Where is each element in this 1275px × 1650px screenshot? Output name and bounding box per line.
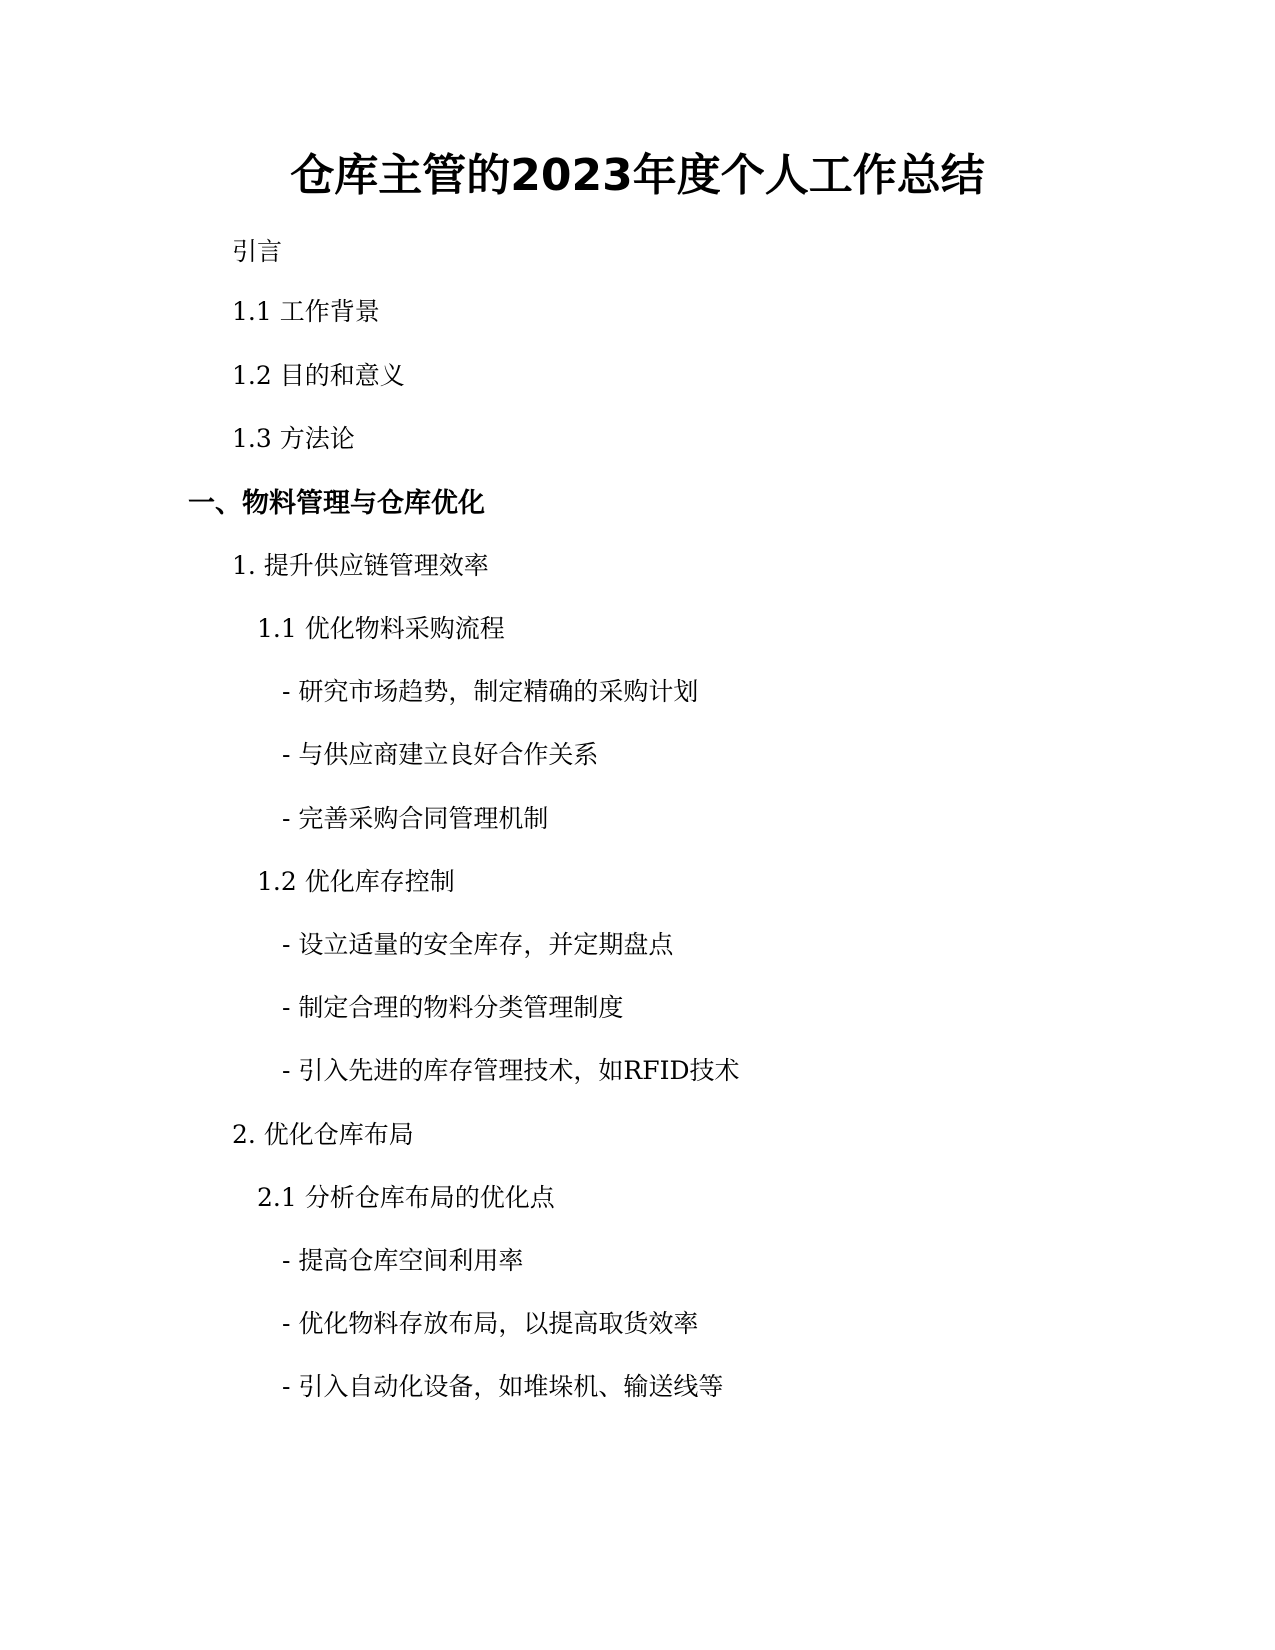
- intro-item-2: 1.2 目的和意义: [232, 361, 405, 390]
- intro-item-3: 1.3 方法论: [232, 424, 355, 453]
- intro-heading: 引言: [232, 237, 283, 266]
- bullet-item: - 研究市场趋势，制定精确的采购计划: [282, 677, 699, 706]
- intro-item-1: 1.1 工作背景: [232, 297, 380, 326]
- bullet-item: - 设立适量的安全库存，并定期盘点: [282, 930, 674, 959]
- bullet-item: - 与供应商建立良好合作关系: [282, 740, 599, 769]
- bullet-item: - 引入自动化设备，如堆垛机、输送线等: [282, 1372, 724, 1401]
- subsection-label: 2.1 分析仓库布局的优化点: [257, 1183, 555, 1212]
- subsection-label: 1.2 优化库存控制: [257, 867, 455, 896]
- bullet-item: - 引入先进的库存管理技术，如RFID技术: [282, 1056, 740, 1085]
- bullet-item: - 制定合理的物料分类管理制度: [282, 993, 624, 1022]
- part-label: 1. 提升供应链管理效率: [232, 551, 489, 580]
- bullet-item: - 优化物料存放布局，以提高取货效率: [282, 1309, 699, 1338]
- part-label: 2. 优化仓库布局: [232, 1120, 414, 1149]
- subsection-label: 1.1 优化物料采购流程: [257, 614, 505, 643]
- bullet-item: - 提高仓库空间利用率: [282, 1246, 524, 1275]
- document-title: 仓库主管的2023年度个人工作总结: [290, 150, 985, 201]
- bullet-item: - 完善采购合同管理机制: [282, 804, 549, 833]
- section-heading: 一、物料管理与仓库优化: [188, 488, 485, 519]
